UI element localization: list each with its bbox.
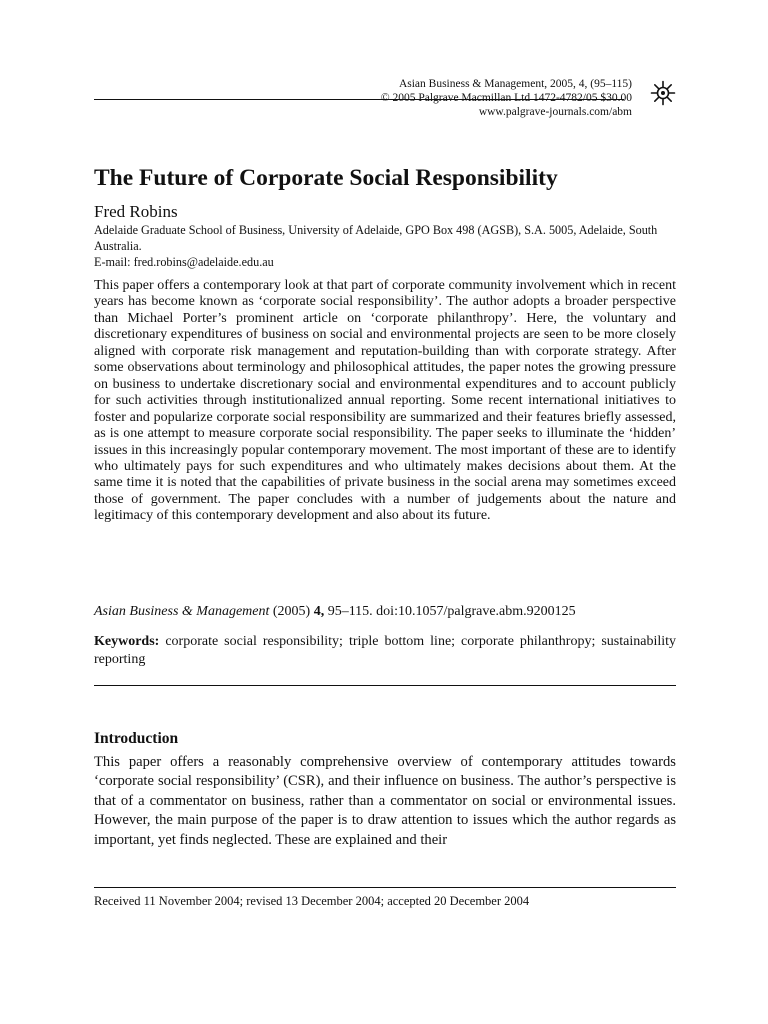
citation-volume: 4, — [313, 604, 325, 619]
header-rule — [94, 99, 624, 100]
footnote-divider — [94, 887, 676, 888]
journal-header — [94, 77, 676, 117]
paper-page — [94, 0, 676, 1024]
journal-info — [381, 77, 632, 119]
journal-line: Asian Business & Management, 2005, 4, (95–115) — [398, 78, 632, 90]
copyright-line: © 2005 Palgrave Macmillan Ltd 1472-4782/05 $30.00 — [380, 92, 632, 104]
author-affiliation — [94, 222, 676, 270]
received-dates-footnote: Received 11 November 2004; revised 13 December 2004; accepted 20 December 2004 — [94, 894, 530, 908]
citation-journal: Asian Business & Management — [94, 604, 270, 619]
introduction-paragraph: This paper offers a reasonably comprehensive overview of contemporary attitudes towards ‘corporate social responsibility’ (CSR), and their influence on business. The author’s perspective is that of a commentator on business, rather than a commentator on social or environmental issues. However, the main purpose of the paper is to draw attention to issues which the author regards as important, yet finds neglected. These are explained and their — [94, 754, 676, 848]
citation-pages-doi: 95–115. doi:10.1057/palgrave.abm.9200125 — [327, 604, 576, 619]
affiliation-text: Adelaide Graduate School of Business, University of Adelaide, GPO Box 498 (AGSB), S.A. 5005, Adelaide, South Australia. — [94, 223, 658, 253]
keywords — [94, 633, 676, 669]
journal-url: www.palgrave-journals.com/abm — [478, 106, 632, 118]
section-heading-introduction: Introduction — [94, 730, 179, 747]
author-email: E-mail: fred.robins@adelaide.edu.au — [94, 255, 274, 269]
abstract-text: This paper offers a contemporary look at that part of corporate community involvement which in recent years has become known as ‘corporate social responsibility’. The author adopts a broader perspective than Michael Porter’s prominent article on ‘corporate philanthropy’. Here, the voluntary and discretionary expenditures of business on social and environmental projects are seen to be more closely aligned with corporate risk management and reputation-building than with corporate strategy. After some observations about terminology and philosophical attitudes, the paper notes the growing pressure on business to undertake discretionary social and environmental expenditures and to account publicly for such activities through institutionalized annual reporting. Some recent international initiatives to foster and popularize corporate social responsibility are summarized and their features briefly assessed, as is one attempt to measure corporate social responsibility. The paper seeks to illuminate the ‘hidden’ issues in this increasingly popular contemporary movement. The most important of these are to identify who ultimately pays for such expenditures and who ultimately makes decisions about them. At the same time it is noted that the capabilities of private business in the social arena may sometimes exceed those of government. The paper concludes with a number of judgements about the nature and legitimacy of this contemporary development and also about its future. — [94, 278, 676, 524]
abstract-divider — [94, 685, 676, 686]
citation-year: (2005) — [272, 604, 311, 619]
publisher-star-logo-icon — [650, 80, 676, 106]
keywords-text: corporate social responsibility; triple bottom line; corporate philanthropy; sustainability reporting — [94, 634, 676, 667]
abstract-citation — [94, 603, 576, 620]
author-name: Fred Robins — [94, 202, 178, 221]
keywords-label: Keywords: — [94, 634, 160, 649]
paper-title: The Future of Corporate Social Responsibility — [94, 165, 558, 191]
